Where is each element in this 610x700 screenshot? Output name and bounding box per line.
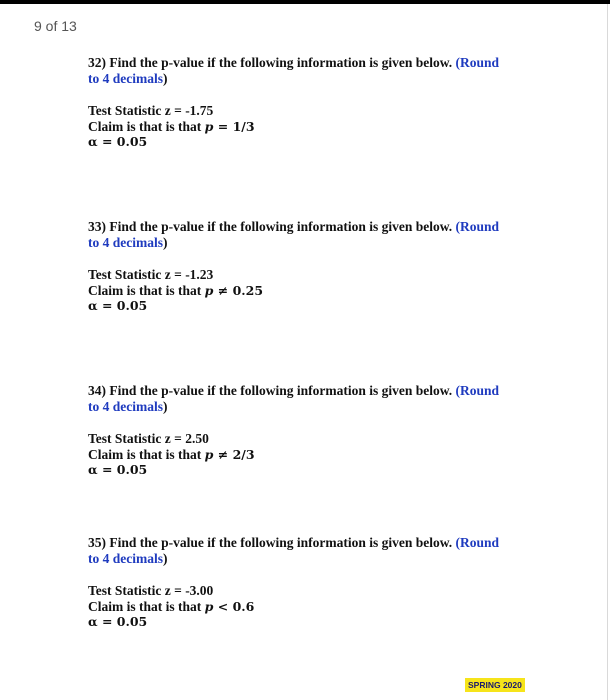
claim-label: Claim is that is that (88, 282, 202, 298)
claim-relation: < 0.6 (213, 598, 255, 614)
alpha-line: α = 0.05 (88, 614, 148, 629)
claim-label: Claim is that is that (88, 446, 202, 462)
round-open: (Round (455, 219, 500, 234)
round-rest: to 4 decimals (88, 551, 163, 566)
question-text (88, 55, 528, 87)
round-close: ) (163, 399, 168, 414)
claim-line (88, 119, 528, 135)
given-info (88, 103, 528, 150)
claim-variable: p (204, 598, 214, 614)
claim-variable: p (204, 282, 214, 298)
question-prefix: Find the p-value if the following information is given below. (109, 383, 453, 398)
page-counter: 9 of 13 (34, 18, 77, 34)
round-close: ) (163, 235, 168, 250)
z-value: -3.00 (185, 583, 214, 598)
test-stat-label: Test Statistic z = (88, 103, 182, 118)
problem-number: 33) (88, 219, 106, 234)
round-close: ) (163, 551, 168, 566)
claim-variable: p (204, 118, 214, 134)
question-prefix: Find the p-value if the following information is given below. (109, 535, 453, 550)
problem-35 (88, 535, 528, 630)
claim-label: Claim is that is that (88, 118, 202, 134)
round-open: (Round (455, 383, 500, 398)
test-statistic-line (88, 103, 528, 119)
problem-number: 34) (88, 383, 106, 398)
problem-34 (88, 383, 528, 478)
given-info (88, 267, 528, 314)
round-open: (Round (455, 535, 500, 550)
round-rest: to 4 decimals (88, 399, 163, 414)
claim-variable: p (204, 446, 214, 462)
problem-32 (88, 55, 528, 150)
question-prefix: Find the p-value if the following information is given below. (109, 219, 453, 234)
question-text (88, 383, 528, 415)
top-bar (0, 0, 610, 4)
given-info (88, 431, 528, 478)
problem-33 (88, 219, 528, 314)
alpha-line: α = 0.05 (88, 134, 148, 149)
test-stat-label: Test Statistic z = (88, 267, 182, 282)
test-stat-label: Test Statistic z = (88, 583, 182, 598)
question-prefix: Find the p-value if the following information is given below. (109, 55, 453, 70)
question-text (88, 535, 528, 567)
z-value: -1.23 (185, 267, 214, 282)
claim-line (88, 447, 528, 463)
test-stat-label: Test Statistic z = (88, 431, 182, 446)
given-info (88, 583, 528, 630)
alpha-line: α = 0.05 (88, 462, 148, 477)
round-close: ) (163, 71, 168, 86)
test-statistic-line (88, 267, 528, 283)
round-rest: to 4 decimals (88, 235, 163, 250)
test-statistic-line (88, 583, 528, 599)
z-value: -1.75 (185, 103, 214, 118)
round-rest: to 4 decimals (88, 71, 163, 86)
problem-number: 32) (88, 55, 106, 70)
round-open: (Round (455, 55, 500, 70)
claim-relation: ≠ 0.25 (213, 282, 264, 298)
claim-line (88, 283, 528, 299)
claim-label: Claim is that is that (88, 598, 202, 614)
alpha-line: α = 0.05 (88, 298, 148, 313)
claim-relation: ≠ 2/3 (213, 446, 255, 462)
claim-relation: = 1/3 (213, 118, 255, 134)
test-statistic-line (88, 431, 528, 447)
question-text (88, 219, 528, 251)
semester-badge: SPRING 2020 (465, 678, 525, 692)
claim-line (88, 599, 528, 615)
problem-number: 35) (88, 535, 106, 550)
z-value: 2.50 (185, 431, 209, 446)
page-edge (607, 4, 608, 700)
